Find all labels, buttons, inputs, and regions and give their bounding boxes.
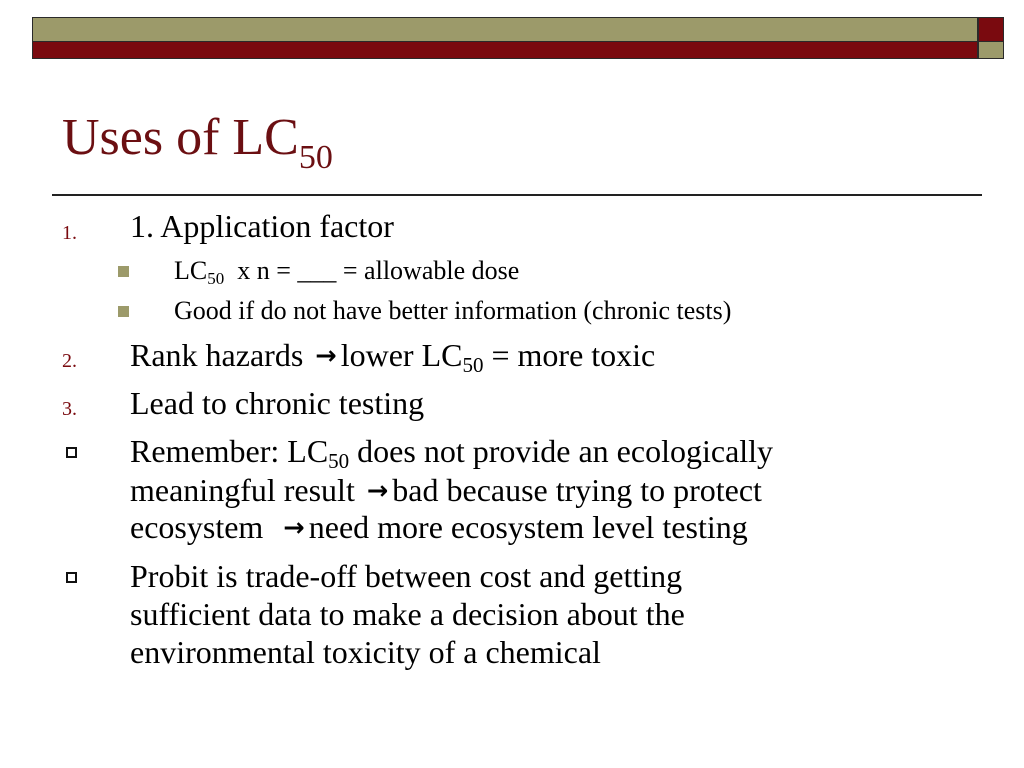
bullet-probit-line-2: sufficient data to make a decision about the [130, 596, 685, 632]
subitem-lc-text: LC [174, 256, 208, 285]
remember-text: Remember: LC [130, 433, 329, 469]
lower-lc-text: lower LC [340, 337, 463, 373]
hollow-square-bullet-icon [66, 447, 77, 458]
bullet-probit-line-3: environmental toxicity of a chemical [130, 634, 601, 670]
list-item-chronic-testing: Lead to chronic testing [130, 385, 425, 421]
bad-because-text: bad because trying to protect [392, 472, 762, 508]
header-corner-square-maroon [978, 17, 1004, 42]
remember-rest-text: does not provide an ecologically [357, 433, 774, 469]
right-arrow-icon: → [366, 476, 389, 506]
square-bullet-icon [118, 306, 129, 317]
title-subscript: 50 [298, 139, 333, 176]
more-toxic-text: = more toxic [491, 337, 656, 373]
need-more-testing-text: need more ecosystem level testing [308, 509, 748, 545]
square-bullet-icon [118, 266, 129, 277]
list-item-application-factor: 1. Application factor [130, 208, 394, 244]
title-divider [52, 194, 982, 196]
bullet-probit-line-1: Probit is trade-off between cost and getting [130, 558, 683, 594]
rank-hazards-text: Rank hazards [130, 337, 304, 373]
subitem-better-information: Good if do not have better information (chronic tests) [174, 296, 732, 325]
meaningful-result-text: meaningful result [130, 472, 355, 508]
right-arrow-icon: → [315, 341, 337, 371]
subitem-formula-text: x n = ___ = allowable dose [237, 256, 520, 285]
title-text: Uses of LC [62, 109, 299, 166]
bullet-remember-line-2 [130, 472, 762, 512]
right-arrow-icon: → [283, 513, 305, 543]
remember-subscript: 50 [328, 449, 350, 473]
bullet-remember-line-1 [130, 433, 774, 473]
bullet-remember-line-3 [130, 509, 748, 549]
lower-lc-subscript: 50 [462, 353, 484, 377]
hollow-square-bullet-icon [66, 572, 77, 583]
list-marker-1: 1. [62, 222, 77, 244]
slide-title [62, 109, 333, 176]
list-marker-3: 3. [62, 398, 77, 420]
list-item-rank-hazards [130, 337, 655, 377]
header-band-maroon [32, 42, 978, 59]
header-corner-square-olive [978, 42, 1004, 59]
header-band-olive [32, 17, 978, 42]
subitem-lc-subscript: 50 [207, 269, 225, 288]
subitem-allowable-dose [174, 256, 519, 286]
list-marker-2: 2. [62, 350, 77, 372]
ecosystem-text: ecosystem [130, 509, 264, 545]
